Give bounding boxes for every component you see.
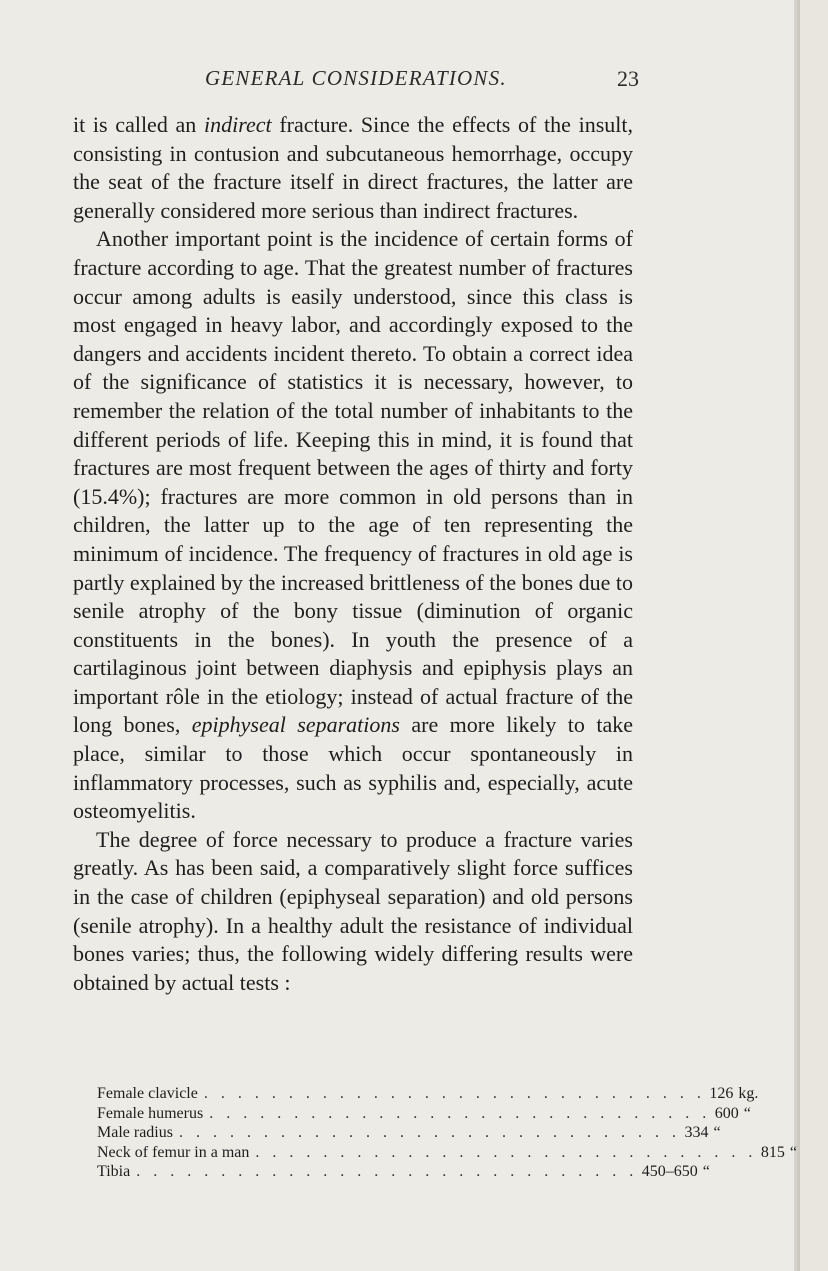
row-value: 815 [760, 1143, 785, 1161]
row-label: Female humerus [97, 1104, 204, 1122]
leader-dots: . . . . . . . . . . . . . . . . . . . . . . . . . . . . . . [178, 1124, 681, 1141]
italic-run: epiphyseal separations [191, 712, 400, 738]
row-unit: “ [789, 1143, 797, 1161]
page-header [0, 66, 800, 96]
table-row [97, 1123, 721, 1143]
table-row [97, 1162, 710, 1182]
row-value: 450–650 [641, 1163, 698, 1180]
text-run: fracture. Since the effects of the insult, consisting in contusion and subcutaneous hemorrhage, occupy the seat of the fracture itself in direct fractures, the latter are generally considered more serious than indirect fractures. [73, 112, 633, 223]
text-run: it is called an [73, 112, 204, 137]
leader-dots: . . . . . . . . . . . . . . . . . . . . . . . . . . . . . . [255, 1143, 757, 1161]
paragraph [73, 111, 633, 225]
row-label: Female clavicle [97, 1085, 198, 1102]
row-unit: “ [702, 1163, 710, 1180]
row-value: 126 [709, 1085, 734, 1102]
leader-dots: . . . . . . . . . . . . . . . . . . . . . . . . . . . . . . [136, 1163, 638, 1180]
table-row [97, 1143, 797, 1163]
row-value: 600 [714, 1104, 739, 1122]
paragraph [73, 826, 633, 998]
row-unit: kg. [738, 1085, 759, 1102]
running-head: GENERAL CONSIDERATIONS. [205, 66, 507, 90]
row-unit: “ [743, 1104, 751, 1122]
body-text [73, 111, 633, 997]
leader-dots: . . . . . . . . . . . . . . . . . . . . . . . . . . . . . . [209, 1104, 711, 1122]
text-run: are more likely to take place, similar to those which occur spontaneously in inflammatory processes, such as syphilis and, especially, acute osteomyelitis. [73, 712, 633, 824]
page-number: 23 [617, 66, 639, 91]
page-edge [794, 0, 800, 1271]
row-label: Tibia [97, 1163, 131, 1180]
row-label: Male radius [97, 1124, 173, 1141]
row-value: 334 [684, 1124, 709, 1141]
row-label: Neck of femur in a man [97, 1143, 250, 1161]
italic-run: indirect [204, 112, 272, 137]
table-row [97, 1084, 759, 1104]
leader-dots: . . . . . . . . . . . . . . . . . . . . . . . . . . . . . . [203, 1085, 706, 1102]
text-run: Another important point is the incidence of certain forms of fracture according to age. That the greatest number of fractures occur among adults is easily understood, since this class is most engaged in heavy labor, and accordingly exposed to the dangers and accidents incident thereto. To obtain a correct idea of the significance of statistics it is necessary, however, to remember the relation of the total number of inhabitants to the different periods of life. Keeping this in mind, it is found that fractures are most frequent between the ages of thirty and forty (15.4%); fractures are more common in old persons than in children, the latter up to the age of ten representing the minimum of incidence. The frequency of fractures in old age is partly explained by the increased brittleness of the bones due to senile atrophy of the bony tissue (diminution of organic constituents in the bones). In youth the presence of a cartilaginous joint between diaphysis and epiphysis plays an important rôle in the etiology; instead of actual fracture of the long bones, [73, 226, 633, 738]
row-unit: “ [713, 1124, 721, 1141]
paragraph [73, 225, 633, 825]
text-run: The degree of force necessary to produce a fracture varies greatly. As has been said, a comparatively slight force suffices in the case of children (epiphyseal separation) and old persons (senile atrophy). In a healthy adult the resistance of individual bones varies; thus, the following widely differing results were obtained by actual tests : [73, 826, 633, 995]
bone-resistance-table [97, 1084, 797, 1182]
table-row [97, 1104, 751, 1124]
